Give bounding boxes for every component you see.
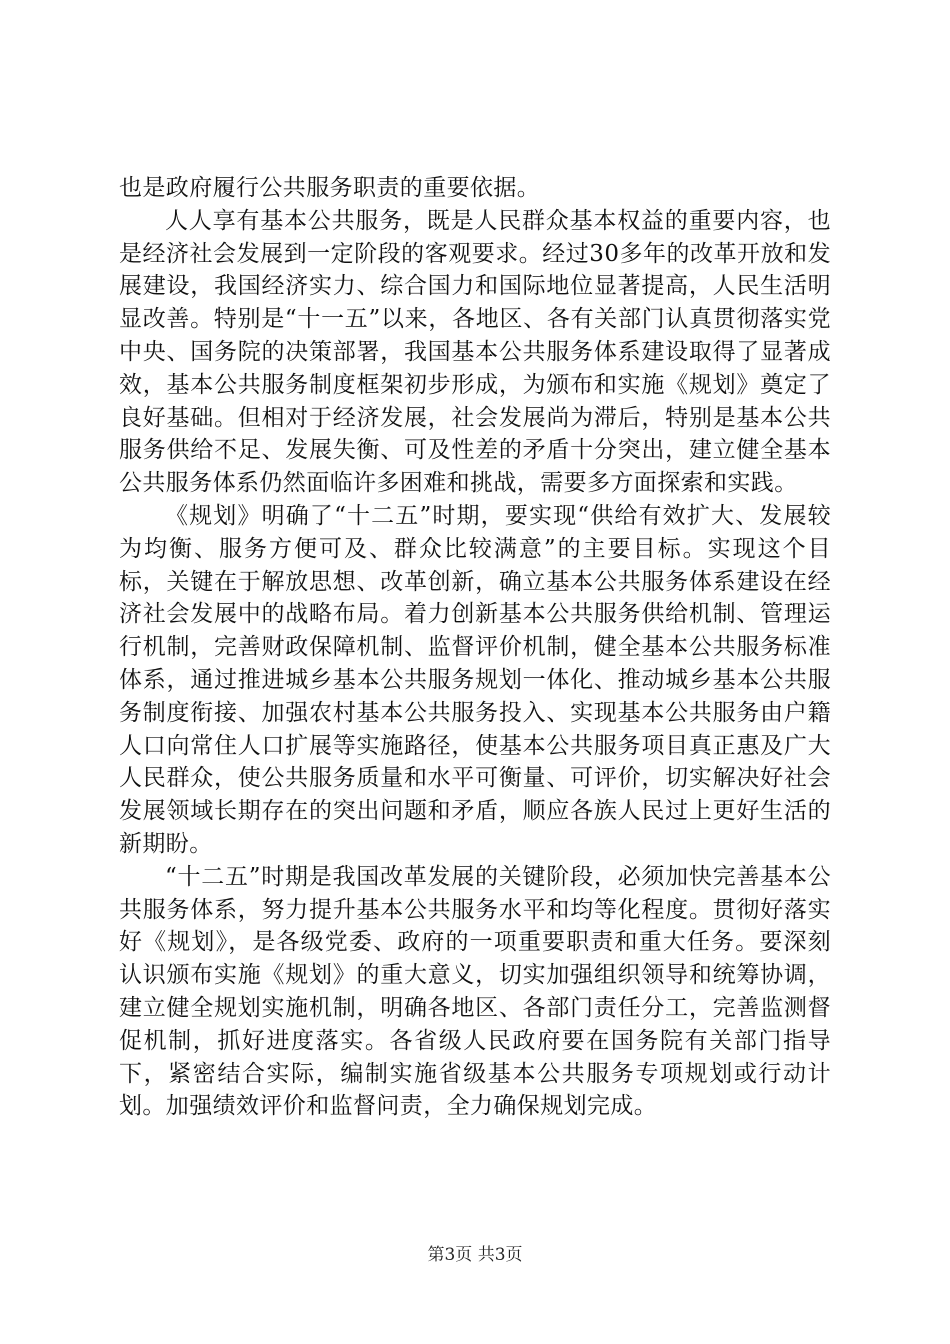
- paragraph-public-services-rights: 人人享有基本公共服务，既是人民群众基本权益的重要内容，也是经济社会发展到一定阶段的客观要求。经过30多年的改革开放和发展建设，我国经济实力、综合国力和国际地位显著提高，人民生活明显改善。特别是“十一五”以来，各地区、各有关部门认真贯彻落实党中央、国务院的决策部署，我国基本公共服务体系建设取得了显著成效，基本公共服务制度框架初步形成，为颁布和实施《规划》奠定了良好基础。但相对于经济发展，社会发展尚为滞后，特别是基本公共服务供给不足、发展失衡、可及性差的矛盾十分突出，建立健全基本公共服务体系仍然面临许多困难和挑战，需要多方面探索和实践。: [119, 207, 831, 497]
- paragraph-plan-goals: 《规划》明确了“十二五”时期，要实现“供给有效扩大、发展较为均衡、服务方便可及、群众比较满意”的主要目标。实现这个目标，关键在于解放思想、改革创新，确立基本公共服务体系建设在经济社会发展中的战略布局。着力创新基本公共服务供给机制、管理运行机制，完善财政保障机制、监督评价机制，健全基本公共服务标准体系，通过推进城乡基本公共服务规划一体化、推动城乡基本公共服务制度衔接、加强农村基本公共服务投入、实现基本公共服务由户籍人口向常住人口扩展等实施路径，使基本公共服务项目真正惠及广大人民群众，使公共服务质量和水平可衡量、可评价，切实解决好社会发展领域长期存在的突出问题和矛盾，顺应各族人民过上更好生活的新期盼。: [119, 502, 831, 857]
- paragraph-twelfth-five-year: “十二五”时期是我国改革发展的关键阶段，必须加快完善基本公共服务体系，努力提升基本公共服务水平和均等化程度。贯彻好落实好《规划》，是各级党委、政府的一项重要职责和重大任务。要深刻认识颁布实施《规划》的重大意义，切实加强组织领导和统筹协调，建立健全规划实施机制，明确各地区、各部门责任分工，完善监测督促机制，抓好进度落实。各省级人民政府要在国务院有关部门指导下，紧密结合实际，编制实施省级基本公共服务专项规划或行动计划。加强绩效评价和监督问责，全力确保规划完成。: [119, 863, 831, 1120]
- page-number-footer: 第3页 共3页: [427, 1245, 523, 1265]
- document-body: [119, 172, 831, 1123]
- paragraph-continuation: 也是政府履行公共服务职责的重要依据。: [119, 175, 541, 201]
